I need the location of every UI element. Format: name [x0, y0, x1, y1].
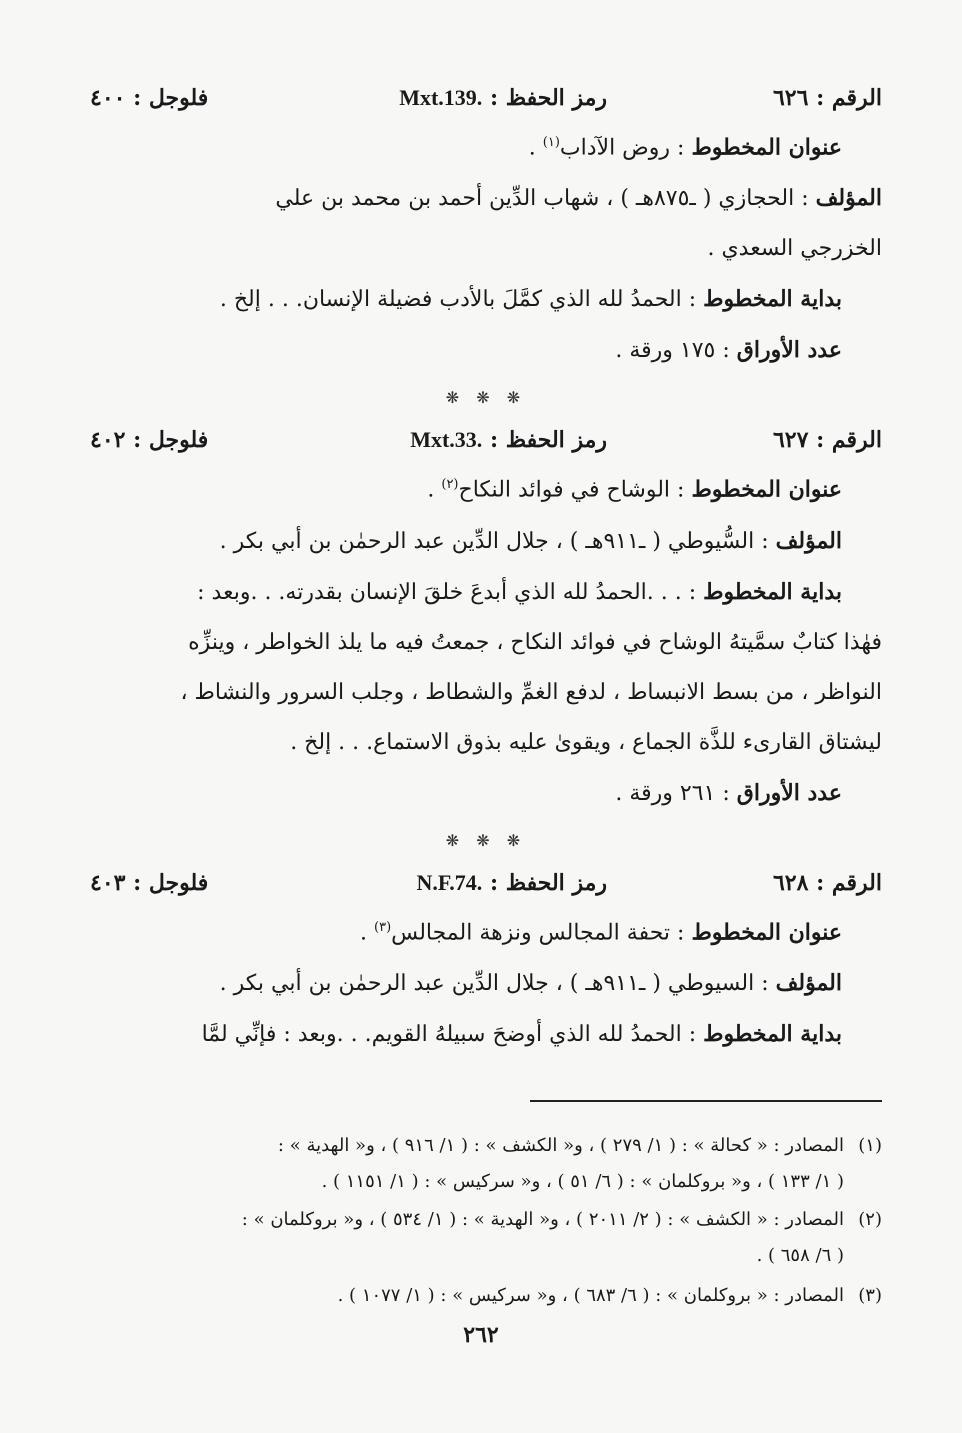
section-separator: ❋ ❋ ❋	[445, 830, 527, 850]
section-separator: ❋ ❋ ❋	[445, 388, 527, 408]
shelf-mark-code: Mxt.33.	[410, 427, 483, 453]
shelf-mark: رمز الحفظ : Mxt.139.	[399, 85, 607, 111]
incipit-line: بداية المخطوط : الحمدُ لله الذي أوضحَ سبيلهُ القويم. . .وبعد : فإنِّي لمَّا	[201, 1020, 842, 1047]
flugel-number: فلوجل : ٤٠٠	[90, 85, 209, 111]
footnote-number: (١)	[858, 1135, 882, 1156]
author-line: المؤلف : السيوطي ( ـ٩١١هـ ) ، جلال الدِّين عبد الرحمٰن بن أبي بكر .	[219, 969, 842, 996]
incipit-line-cont: فهٰذا كتابٌ سمَّيتهُ الوشاح في فوائد النكاح ، جمعتُ فيه ما يلذ الخواطر ، وينزِّه	[188, 629, 882, 655]
footnote: (٣)المصادر : « بروكلمان » : ( ٦/ ٦٨٣ ) ، و« سركيس » : ( ١/ ١٠٧٧ ) .	[90, 1278, 882, 1314]
shelf-mark: رمز الحفظ : N.F.74.	[416, 869, 607, 896]
incipit-line: بداية المخطوط : . . .الحمدُ لله الذي أبدعَ خلقَ الإنسان بقدرته. . .وبعد :	[197, 578, 842, 605]
flugel-number: فلوجل : ٤٠٢	[90, 427, 209, 454]
flugel-number: فلوجل : ٤٠٣	[90, 869, 209, 896]
footnote: (١)المصادر : « كحالة » : ( ١/ ٢٧٩ ) ، و« الكشف » : ( ١/ ٩١٦ ) ، و« الهدية » : ( ١/ ١٣٣ ) ، و« بروكلمان » : ( ٦/ ٥١ ) ، و« سركيس » : ( ١/ ١١٥١ ) .	[90, 1128, 882, 1200]
page-number: ٢٦٢	[463, 1322, 499, 1348]
catalog-entry	[90, 863, 882, 1060]
incipit-line-cont: النواظر ، من بسط الانبساط ، لدفع الغمِّ والشطاط ، وجلب السرور والنشاط ،	[180, 679, 882, 705]
entry-number: الرقم : ٦٢٦	[772, 85, 882, 111]
entry-header	[90, 420, 882, 460]
entry-number: الرقم : ٦٢٨	[772, 869, 882, 896]
footnote-ref: (١)	[542, 135, 560, 150]
author-line: المؤلف : السُّيوطي ( ـ٩١١هـ ) ، جلال الدِّين عبد الرحمٰن بن أبي بكر .	[219, 527, 842, 554]
folios-line: عدد الأوراق : ١٧٥ ورقة .	[615, 337, 842, 364]
incipit-line-cont: ليشتاق القارىء للذَّة الجماع ، ويقوىٰ عليه بذوق الاستماع. . . إلخ .	[290, 729, 882, 755]
author-line: المؤلف : الحجازي ( ـ٨٧٥هـ ) ، شهاب الدِّين أحمد بن محمد بن علي	[275, 185, 882, 212]
shelf-mark-code: N.F.74.	[416, 869, 483, 895]
shelf-mark: رمز الحفظ : Mxt.33.	[410, 427, 607, 454]
catalog-page	[90, 78, 882, 1060]
title-line: عنوان المخطوط : الوشاح في فوائد النكاح$^{(٢)}$ .	[427, 476, 842, 503]
catalog-entry	[90, 78, 882, 376]
entry-number: الرقم : ٦٢٧	[772, 427, 882, 454]
footnote-ref: (٢)	[441, 477, 459, 493]
incipit-line: بداية المخطوط : الحمدُ لله الذي كمَّلَ بالأدب فضيلة الإنسان. . . إلخ .	[219, 286, 842, 313]
catalog-entry	[90, 420, 882, 818]
footnote-number: (٢)	[858, 1209, 882, 1230]
author-line-cont: الخزرجي السعدي .	[707, 236, 882, 262]
folios-line: عدد الأوراق : ٢٦١ ورقة .	[615, 779, 842, 806]
footnote-rule	[530, 1100, 882, 1102]
entry-header	[90, 863, 882, 903]
footnote-number: (٣)	[858, 1285, 882, 1306]
title-line: عنوان المخطوط : روض الآداب$^{(١)}$ .	[528, 134, 842, 161]
title-line: عنوان المخطوط : تحفة المجالس ونزهة المجالس$^{(٣)}$ .	[360, 918, 842, 945]
entry-header	[90, 78, 882, 118]
shelf-mark-code: Mxt.139.	[399, 85, 483, 110]
footnote: (٢)المصادر : « الكشف » : ( ٢/ ٢٠١١ ) ، و« الهدية » : ( ١/ ٥٣٤ ) ، و« بروكلمان » : ( ٦/ ٦٥٨ ) .	[90, 1202, 882, 1274]
footnote-ref: (٣)	[374, 919, 392, 935]
